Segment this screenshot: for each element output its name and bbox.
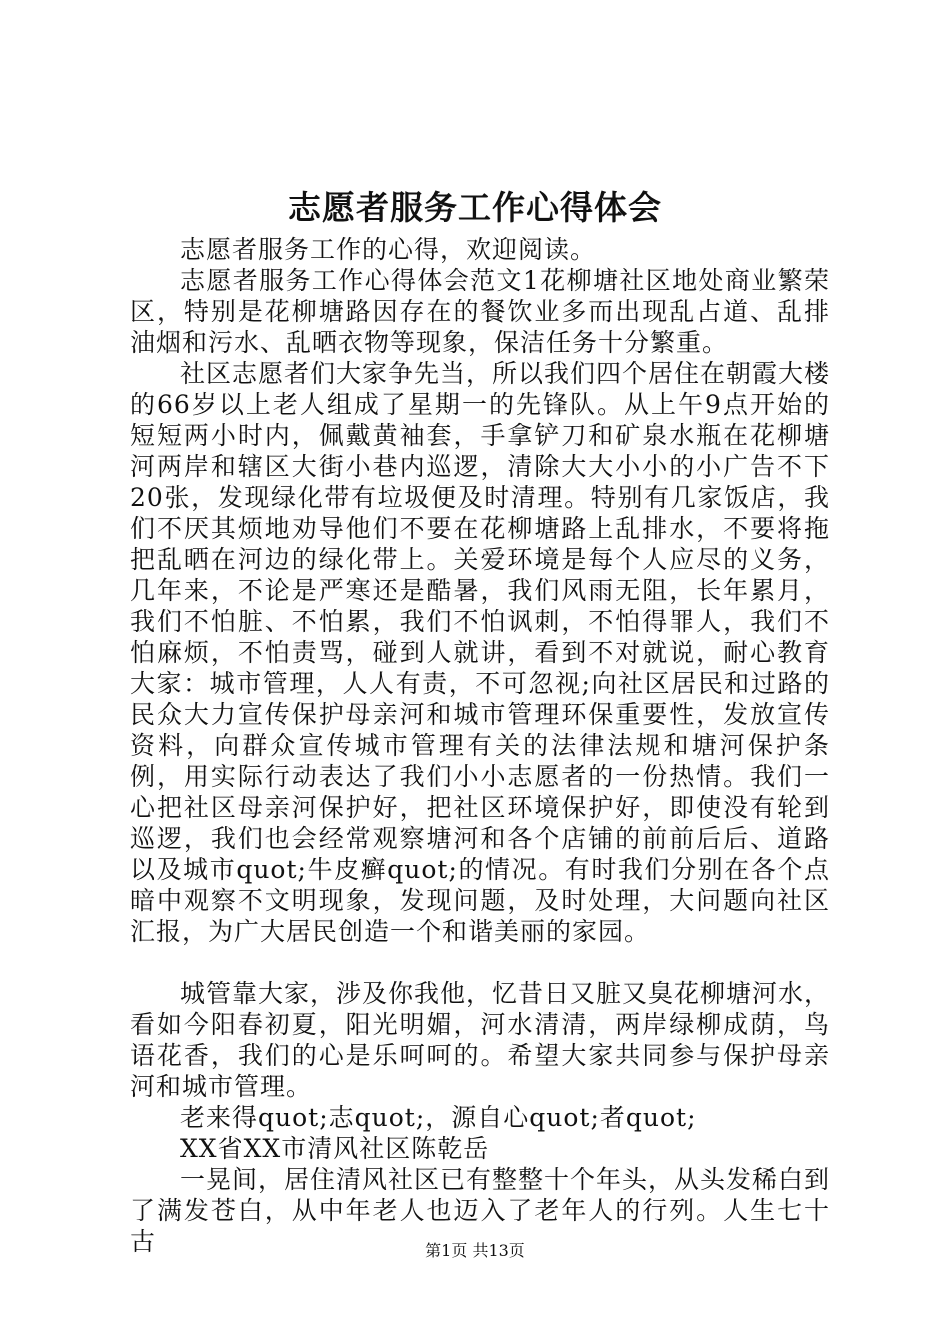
paragraph-volunteers: 社区志愿者们大家争先当，所以我们四个居住在朝霞大楼的66岁以上老人组成了星期一的先锋队。从上午9点开始的短短两小时内，佩戴黄袖套，手拿铲刀和矿泉水瓶在花柳塘河两岸和辖区大街小巷内巡逻，清除大大小小的小广告不下20张，发现绿化带有垃圾便及时清理。特别有几家饭店，我们不厌其烦地劝导他们不要在花柳塘路上乱排水，不要将拖把乱晒在河边的绿化带上。关爱环境是每个人应尽的义务，几年来，不论是严寒还是酷暑，我们风雨无阻，长年累月，我们不怕脏、不怕累，我们不怕讽刺，不怕得罪人，我们不怕麻烦，不怕责骂，碰到人就讲，看到不对就说，耐心教育大家：城市管理，人人有责，不可忽视;向社区居民和过路的民众大力宣传保护母亲河和城市管理环保重要性，发放宣传资料，向群众宣传城市管理有关的法律法规和塘河保护条例，用实际行动表达了我们小小志愿者的一份热情。我们一心把社区母亲河保护好，把社区环境保护好，即使没有轮到巡逻，我们也会经常观察塘河和各个店铺的前前后后、道路以及城市quot;牛皮癣quot;的情况。有时我们分别在各个点暗中观察不文明现象，发现问题，及时处理，大问题向社区汇报，为广大居民创造一个和谐美丽的家园。 [130,359,831,946]
paragraph-intro: 志愿者服务工作的心得，欢迎阅读。 [180,235,597,264]
page-number: 第1页 共13页 [425,1241,525,1260]
paragraph-sample-1: 志愿者服务工作心得体会范文1花柳塘社区地处商业繁荣区，特别是花柳塘路因存在的餐饮业多而出现乱占道、乱排油烟和污水、乱晒衣物等现象，保洁任务十分繁重。 [130,266,830,357]
document-body [130,234,830,1257]
paragraph-author: XX省XX市清风社区陈乾岳 [180,1134,490,1163]
paragraph-reflection: 一晃间，居住清风社区已有整整十个年头，从头发稀白到了满发苍白，从中年老人也迈入了老年人的行列。人生七十古 [130,1165,831,1256]
document-title: 志愿者服务工作心得体会 [288,188,662,227]
paragraph-city-management: 城管靠大家，涉及你我他，忆昔日又脏又臭花柳塘河水，看如今阳春初夏，阳光明媚，河水清清，两岸绿柳成荫，鸟语花香，我们的心是乐呵呵的。希望大家共同参与保护母亲河和城市管理。 [130,979,831,1101]
paragraph-subtitle: 老来得quot;志quot;，源自心quot;者quot; [180,1103,697,1132]
